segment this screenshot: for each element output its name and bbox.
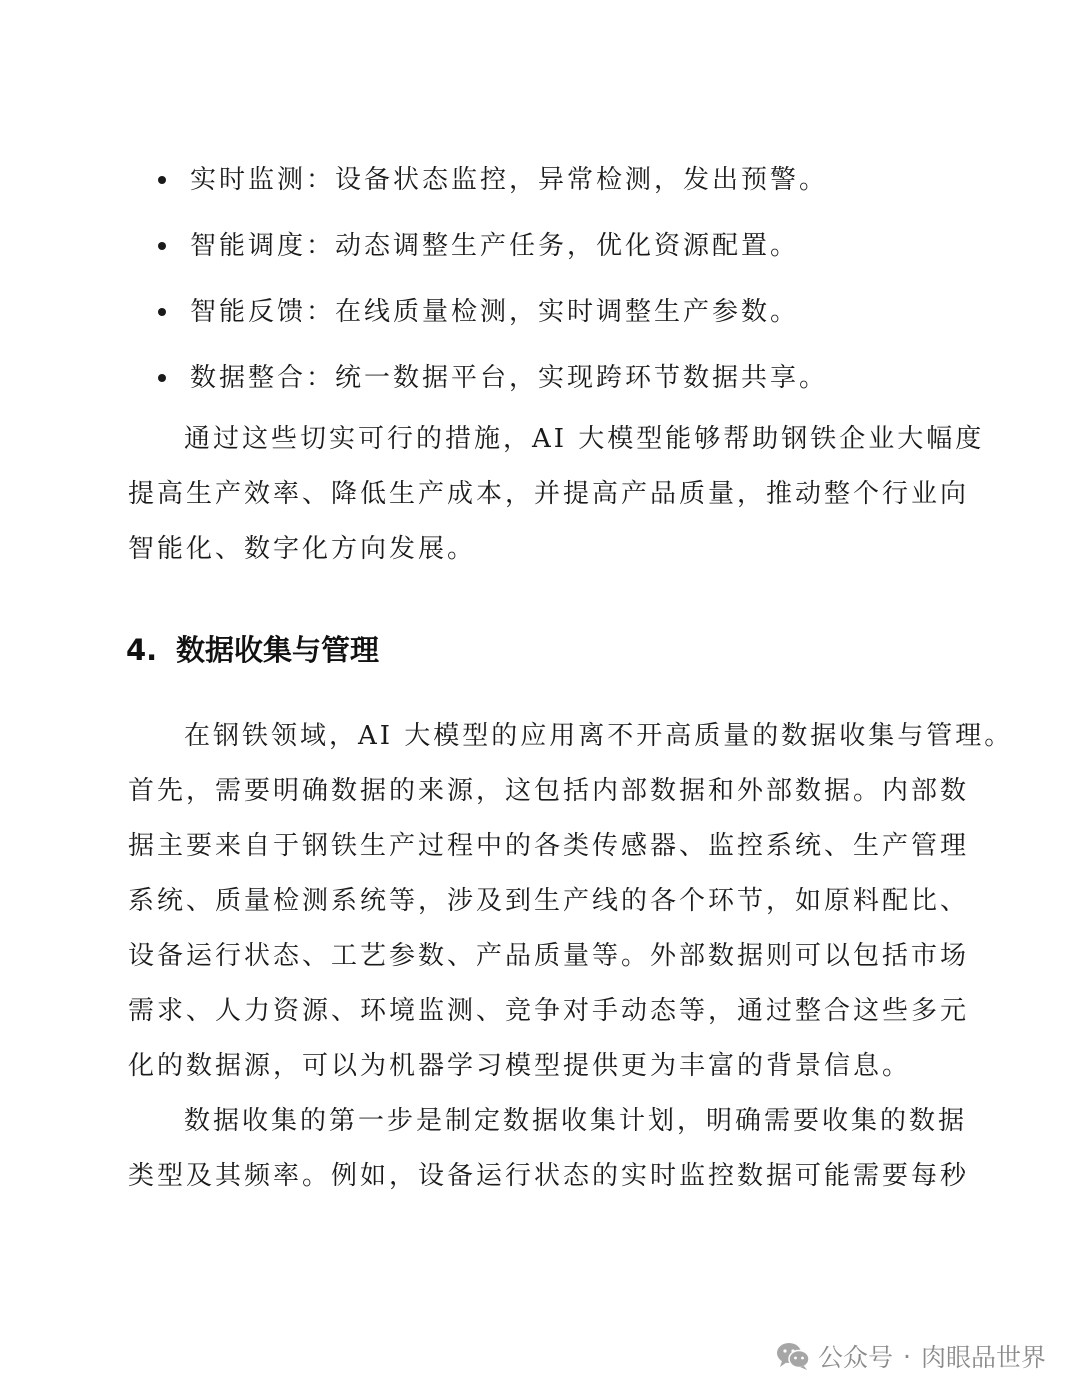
bullet-dot: [158, 308, 166, 316]
list-item-text: 数据整合：统一数据平台，实现跨环节数据共享。: [190, 363, 829, 393]
paragraph-line: 智能化、数字化方向发展。: [128, 534, 477, 564]
paragraph-line: 需求、人力资源、环境监测、竞争对手动态等，通过整合这些多元: [128, 996, 970, 1026]
paragraph-line: 类型及其频率。例如，设备运行状态的实时监控数据可能需要每秒: [128, 1161, 970, 1191]
list-item-text: 智能调度：动态调整生产任务，优化资源配置。: [190, 231, 800, 261]
paragraph-line: 首先，需要明确数据的来源，这包括内部数据和外部数据。内部数: [128, 776, 970, 806]
watermark-account-name: 肉眼品世界: [920, 1343, 1046, 1372]
list-item: [128, 350, 828, 416]
list-item: [128, 284, 828, 350]
watermark-account-type: 公众号: [818, 1343, 894, 1372]
paragraph-line: 据主要来自于钢铁生产过程中的各类传感器、监控系统、生产管理: [128, 831, 970, 861]
section-heading: [126, 622, 379, 678]
list-item: [128, 218, 828, 284]
paragraph-line: 系统、质量检测系统等，涉及到生产线的各个环节，如原料配比、: [128, 886, 970, 916]
bullet-dot: [158, 374, 166, 382]
paragraph-line: 化的数据源，可以为机器学习模型提供更为丰富的背景信息。: [128, 1051, 912, 1081]
paragraph-line: 数据收集的第一步是制定数据收集计划，明确需要收集的数据: [184, 1106, 968, 1136]
list-item-text: 智能反馈：在线质量检测，实时调整生产参数。: [190, 297, 800, 327]
bullet-dot: [158, 176, 166, 184]
list-item-text: 实时监测：设备状态监控，异常检测，发出预警。: [190, 165, 829, 195]
paragraph-line: 提高生产效率、降低生产成本，并提高产品质量，推动整个行业向: [128, 479, 970, 509]
paragraph-collection-plan: [128, 1094, 969, 1204]
paragraph-data-sources: [128, 709, 1013, 1094]
paragraph-summary: [128, 412, 984, 577]
wechat-icon: [776, 1341, 810, 1371]
bullet-dot: [158, 242, 166, 250]
paragraph-line: 在钢铁领域，AI 大模型的应用离不开高质量的数据收集与管理。: [184, 721, 1014, 751]
section-title: 数据收集与管理: [176, 633, 380, 667]
watermark: [776, 1336, 1046, 1376]
list-item: [128, 152, 828, 218]
section-number: 4.: [126, 633, 158, 667]
paragraph-line: 通过这些切实可行的措施，AI 大模型能够帮助钢铁企业大幅度: [184, 424, 985, 454]
bullet-list: [128, 152, 828, 416]
paragraph-line: 设备运行状态、工艺参数、产品质量等。外部数据则可以包括市场: [128, 941, 970, 971]
watermark-separator: ·: [903, 1341, 911, 1371]
